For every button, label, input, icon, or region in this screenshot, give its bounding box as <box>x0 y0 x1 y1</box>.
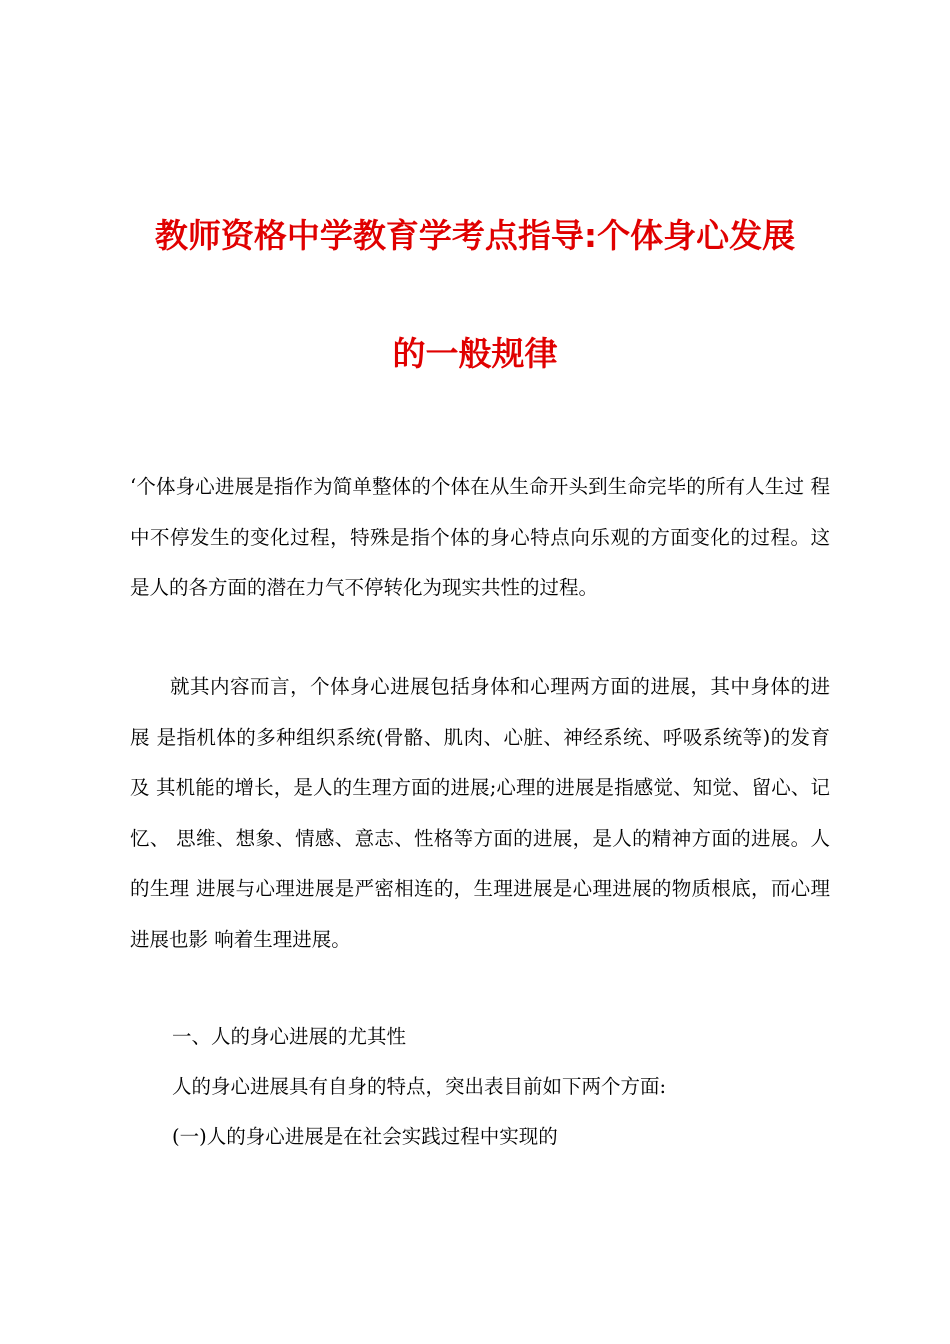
paragraph-characteristics: 人的身心进展具有自身的特点，突出表目前如下两个方面: <box>172 1075 667 1098</box>
paragraph-content: 就其内容而言，个体身心进展包括身体和心理两方面的进展，其中身体的进展 是指机体的多种组织系统(骨骼、肌肉、心脏、神经系统、呼吸系统等)的发育及 其机能的增长，是人的生理方面的进展;心理的进展是指感觉、知觉、留心、记忆、 思维、想象、情感、意志、性格等方面的进展，是人的精神方面的进展。人的生理 进展与心理进展是严密相连的，生理进展是心理进展的物质根底，而心理进展也影 响着生理进展。 <box>130 675 830 951</box>
section-heading: 一、人的身心进展的尤其性 <box>172 1025 407 1048</box>
document-title-line-1: 教师资格中学教育学考点指导:个体身心发展 <box>154 216 796 255</box>
subsection-heading: (一)人的身心进展是在社会实践过程中实现的 <box>172 1125 558 1148</box>
document-title-line-2: 的一般规律 <box>392 334 558 373</box>
paragraph-definition: ‘个体身心进展是指作为简单整体的个体在从生命开头到生命完毕的所有人生过 程中不停发生的变化过程，特殊是指个体的身心特点向乐观的方面变化的过程。这 是人的各方面的潜在力气不停转化为现实共性的过程。 <box>130 475 830 599</box>
